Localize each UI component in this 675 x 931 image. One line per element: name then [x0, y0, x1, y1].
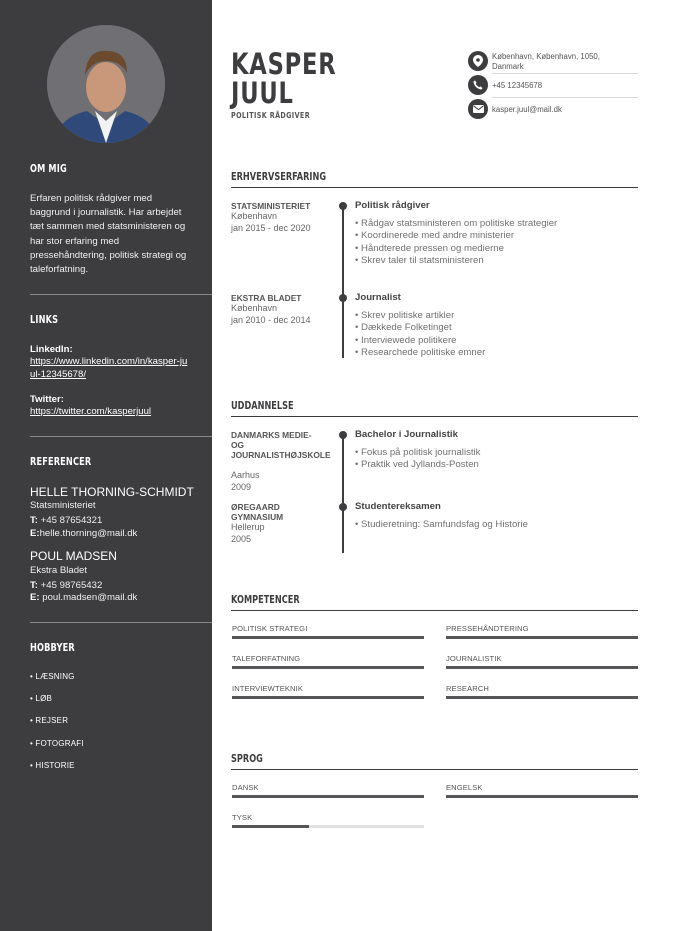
reference-email: E: poul.madsen@mail.dk [30, 592, 138, 603]
reference-name: POUL MADSEN [30, 549, 117, 563]
bullet-item: • Skrev taler til statsministeren [355, 255, 484, 267]
bullet-item: • Researchede politiske emner [355, 347, 486, 359]
education-bullets [355, 447, 480, 472]
language-label: DANSK [232, 783, 259, 792]
timeline-dot [339, 294, 347, 302]
bullet-item: • Håndterede pressen og medierne [355, 242, 504, 254]
divider [492, 97, 638, 98]
divider [492, 73, 638, 74]
skill-label: INTERVIEWTEKNIK [232, 684, 303, 693]
bullet-item: • Praktik ved Jyllands-Posten [355, 459, 479, 471]
section-rule [231, 769, 638, 770]
experience-org: EKSTRA BLADET [231, 293, 302, 303]
education-timeline [342, 435, 344, 553]
bullet-item: • Koordinerede med andre ministerier [355, 230, 515, 242]
profile-photo [47, 25, 165, 143]
experience-period: jan 2010 - dec 2014 [231, 315, 311, 325]
education-period: 2009 [231, 482, 252, 492]
experience-bullets [355, 310, 485, 360]
experience-role: Journalist [355, 292, 401, 303]
education-org: DANMARKS MEDIE- OG JOURNALISTHØJSKOLE [231, 430, 331, 460]
envelope-icon [468, 99, 488, 119]
skill-bar [232, 666, 424, 669]
experience-location: København [231, 211, 278, 221]
timeline-dot [339, 503, 347, 511]
skill-label: RESEARCH [446, 684, 489, 693]
experience-bullets [355, 218, 557, 268]
language-bar [232, 795, 424, 798]
education-org: ØREGAARD GYMNASIUM [231, 502, 284, 522]
reference-phone: T: +45 87654321 [30, 515, 103, 526]
references-title: REFERENCER [30, 456, 92, 468]
reference-email: E:helle.thorning@mail.dk [30, 528, 138, 539]
hobby-item: • LØB [30, 694, 53, 703]
section-rule [231, 187, 638, 188]
language-bar [446, 795, 638, 798]
hobby-item: • LÆSNING [30, 672, 75, 681]
experience-org: STATSMINISTERIET [231, 201, 311, 211]
divider [30, 436, 212, 437]
hobbies-title: HOBBYER [30, 642, 75, 654]
location-pin-icon [468, 51, 488, 71]
experience-period: jan 2015 - dec 2020 [231, 223, 311, 233]
first-name: KASPER [231, 47, 337, 81]
language-label: ENGELSK [446, 783, 483, 792]
skill-bar [446, 636, 638, 639]
reference-role: Ekstra Bladet [30, 565, 88, 576]
reference-name: HELLE THORNING-SCHMIDT [30, 485, 194, 499]
bullet-item: • Rådgav statsministeren om politiske strategier [355, 218, 558, 229]
timeline-dot [339, 202, 347, 210]
education-location: Aarhus [231, 470, 260, 480]
hobby-item: • HISTORIE [30, 761, 75, 770]
reference-role: Statsministeriet [30, 500, 96, 511]
education-role: Studentereksamen [355, 501, 441, 512]
timeline-dot [339, 431, 347, 439]
bullet-item: • Interviewede politikere [355, 334, 457, 346]
about-text: Erfaren politisk rådgiver med baggrund i journalistik. Har arbejdet tæt sammen med statsministeren og har stor erfaring med pressehåndtering, politisk strategi og taleforfatning. [30, 193, 187, 276]
email-text[interactable]: kasper.juul@mail.dk [492, 105, 562, 114]
hobby-item: • REJSER [30, 716, 69, 725]
job-title: POLITISK RÅDGIVER [231, 111, 311, 120]
education-title: UDDANNELSE [231, 400, 294, 412]
education-period: 2005 [231, 534, 252, 544]
skill-label: JOURNALISTIK [446, 654, 502, 663]
divider [30, 622, 212, 623]
about-title: OM MIG [30, 163, 67, 175]
skill-bar [232, 636, 424, 639]
skills-title: KOMPETENCER [231, 594, 300, 606]
address-text: København, København, 1050, Danmark [492, 52, 600, 71]
twitter-label: Twitter: [30, 394, 64, 405]
bullet-item: • Skrev politiske artikler [355, 310, 455, 321]
last-name: JUUL [231, 76, 294, 110]
education-bullets [355, 519, 528, 531]
language-bar [232, 825, 424, 828]
linkedin-label: LinkedIn: [30, 344, 73, 355]
divider [30, 294, 212, 295]
skill-label: POLITISK STRATEGI [232, 624, 308, 633]
experience-role: Politisk rådgiver [355, 200, 430, 211]
skill-bar [232, 696, 424, 699]
section-rule [231, 416, 638, 417]
twitter-link[interactable]: https://twitter.com/kasperjuul [30, 406, 152, 417]
phone-text: +45 12345678 [492, 81, 543, 90]
skill-bar [446, 696, 638, 699]
experience-title: ERHVERVSERFARING [231, 171, 327, 183]
linkedin-link[interactable]: https://www.linkedin.com/in/kasper-juul-12345678/ [30, 356, 188, 380]
sidebar [0, 0, 212, 931]
links-title: LINKS [30, 314, 59, 326]
experience-location: København [231, 303, 278, 313]
language-label: TYSK [232, 813, 253, 822]
experience-timeline [342, 206, 344, 358]
phone-icon [468, 75, 488, 95]
skill-label: TALEFORFATNING [232, 654, 301, 663]
education-role: Bachelor i Journalistik [355, 429, 458, 440]
languages-title: SPROG [231, 753, 263, 765]
bullet-item: • Dækkede Folketinget [355, 322, 452, 334]
hobby-item: • FOTOGRAFI [30, 739, 84, 748]
skill-bar [446, 666, 638, 669]
reference-phone: T: +45 98765432 [30, 580, 103, 591]
bullet-item: • Studieretning: Samfundsfag og Historie [355, 519, 528, 530]
bullet-item: • Fokus på politisk journalistik [355, 447, 481, 458]
education-location: Hellerup [231, 522, 265, 532]
section-rule [231, 610, 638, 611]
skill-label: PRESSEHÅNDTERING [446, 624, 529, 633]
